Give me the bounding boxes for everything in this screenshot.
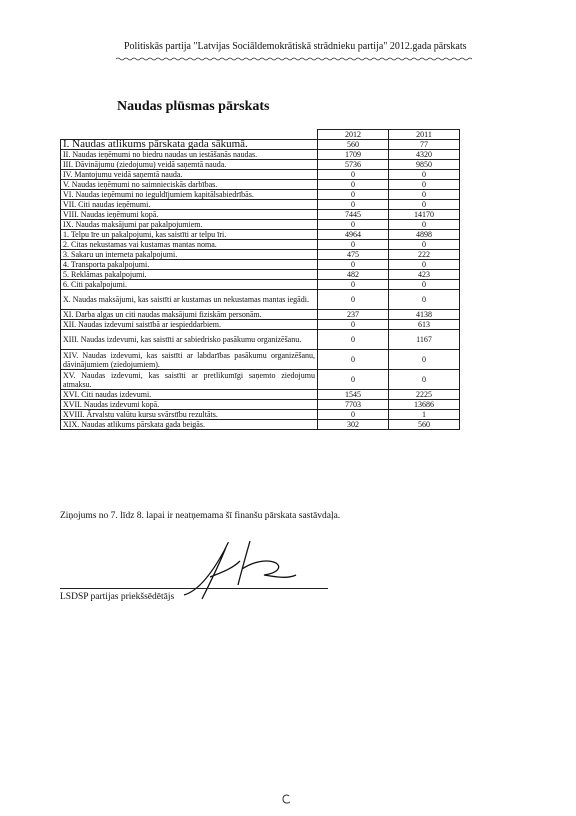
table-row — [61, 150, 460, 160]
value-2011: 4320 — [389, 150, 460, 160]
value-2011: 0 — [389, 260, 460, 270]
value-2012: 0 — [318, 190, 389, 200]
table-row — [61, 270, 460, 280]
table-row — [61, 230, 460, 240]
row-label: XIX. Naudas atlikums pārskata gada beigās. — [61, 420, 318, 430]
value-2012: 0 — [318, 320, 389, 330]
value-2012: 1545 — [318, 390, 389, 400]
value-2011: 9850 — [389, 160, 460, 170]
value-2012: 0 — [318, 170, 389, 180]
table-row — [61, 210, 460, 220]
table-row — [61, 180, 460, 190]
header-empty-cell — [61, 130, 318, 140]
value-2011: 0 — [389, 170, 460, 180]
row-label: XII. Naudas izdevumi saistībā ar iespieddarbiem. — [61, 320, 318, 330]
value-2012: 0 — [318, 290, 389, 310]
value-2011: 0 — [389, 180, 460, 190]
row-label: V. Naudas ieņēmumi no saimnieciskās darbības. — [61, 180, 318, 190]
value-2011: 13686 — [389, 400, 460, 410]
table-row — [61, 350, 460, 370]
row-label: IV. Mantojumu veidā saņemtā nauda. — [61, 170, 318, 180]
handwritten-signature — [180, 533, 300, 605]
value-2012: 0 — [318, 220, 389, 230]
value-2012: 0 — [318, 350, 389, 370]
value-2012: 475 — [318, 250, 389, 260]
signature-line — [60, 588, 328, 589]
table-row — [61, 410, 460, 420]
row-label: XV. Naudas izdevumi, kas saistīti ar pretlikumīgi saņemto ziedojumu atmaksu. — [61, 370, 318, 390]
value-2012: 0 — [318, 280, 389, 290]
value-2011: 0 — [389, 350, 460, 370]
value-2011: 0 — [389, 370, 460, 390]
table-row — [61, 240, 460, 250]
value-2012: 302 — [318, 420, 389, 430]
value-2012: 237 — [318, 310, 389, 320]
table-row — [61, 170, 460, 180]
report-note: Ziņojums no 7. līdz 8. lapai ir neatņemama šī finanšu pārskata sastāvdaļa. — [60, 511, 341, 521]
row-label: VI. Naudas ieņēmumi no ieguldījumiem kapitālsabiedrībās. — [61, 190, 318, 200]
page-header: Politiskās partija "Latvijas Sociāldemokrātiskā strādnieku partija" 2012.gada pārskats — [124, 41, 467, 52]
value-2011: 0 — [389, 190, 460, 200]
page-mark — [280, 793, 292, 805]
value-2012: 0 — [318, 200, 389, 210]
row-label: I. Naudas atlikums pārskata gada sākumā. — [61, 140, 318, 150]
row-label: 6. Citi pakalpojumi. — [61, 280, 318, 290]
table-row — [61, 250, 460, 260]
row-label: 3. Sakaru un interneta pakalpojumi. — [61, 250, 318, 260]
table-row — [61, 330, 460, 350]
cash-flow-table-body — [61, 130, 460, 430]
table-row — [61, 280, 460, 290]
row-label: IX. Naudas maksājumi par pakalpojumiem. — [61, 220, 318, 230]
value-2011: 613 — [389, 320, 460, 330]
table-row — [61, 370, 460, 390]
row-label: III. Dāvinājumu (ziedojumu) veidā saņemtā nauda. — [61, 160, 318, 170]
table-row — [61, 260, 460, 270]
value-2012: 7703 — [318, 400, 389, 410]
value-2011: 0 — [389, 280, 460, 290]
value-2011: 4898 — [389, 230, 460, 240]
row-label: 5. Reklāmas pakalpojumi. — [61, 270, 318, 280]
table-row — [61, 140, 460, 150]
row-label: XI. Darba algas un citi naudas maksājumi fiziskām personām. — [61, 310, 318, 320]
value-2012: 0 — [318, 330, 389, 350]
table-row — [61, 290, 460, 310]
table-row — [61, 200, 460, 210]
value-2011: 560 — [389, 420, 460, 430]
value-2011: 2225 — [389, 390, 460, 400]
row-label: VII. Citi naudas ieņēmumi. — [61, 200, 318, 210]
value-2012: 4964 — [318, 230, 389, 240]
value-2012: 0 — [318, 410, 389, 420]
value-2012: 5736 — [318, 160, 389, 170]
value-2011: 423 — [389, 270, 460, 280]
table-row — [61, 390, 460, 400]
table-row — [61, 310, 460, 320]
row-label: XVII. Naudas izdevumi kopā. — [61, 400, 318, 410]
value-2011: 222 — [389, 250, 460, 260]
year-header-2011: 2011 — [389, 130, 460, 140]
value-2012: 0 — [318, 240, 389, 250]
row-label: II. Naudas ieņēmumi no biedru naudas un iestāšanās naudas. — [61, 150, 318, 160]
value-2012: 0 — [318, 370, 389, 390]
value-2012: 7445 — [318, 210, 389, 220]
row-label: 2. Citas nekustamas vai kustamas mantas noma. — [61, 240, 318, 250]
table-row — [61, 320, 460, 330]
value-2011: 4138 — [389, 310, 460, 320]
row-label: XIII. Naudas izdevumi, kas saistīti ar sabiedrisko pasākumu organizēšanu. — [61, 330, 318, 350]
signature-caption: LSDSP partijas priekšsēdētājs — [60, 592, 175, 602]
value-2011: 77 — [389, 140, 460, 150]
value-2011: 1 — [389, 410, 460, 420]
row-label: 1. Telpu īre un pakalpojumi, kas saistīti ar telpu īri. — [61, 230, 318, 240]
table-row — [61, 190, 460, 200]
value-2012: 0 — [318, 260, 389, 270]
row-label: X. Naudas maksājumi, kas saistīti ar kustamas un nekustamas mantas iegādi. — [61, 290, 318, 310]
value-2011: 0 — [389, 290, 460, 310]
value-2012: 1709 — [318, 150, 389, 160]
row-label: XIV. Naudas izdevumi, kas saistīti ar labdarības pasākumu organizēšanu, dāvinājumiem (ziedojumiem). — [61, 350, 318, 370]
table-row — [61, 220, 460, 230]
row-label: XVI. Citi naudas izdevumi. — [61, 390, 318, 400]
value-2011: 14170 — [389, 210, 460, 220]
row-label: XVIII. Ārvalstu valūtu kursu svārstību rezultāts. — [61, 410, 318, 420]
row-label: VIII. Naudas ieņēmumi kopā. — [61, 210, 318, 220]
table-header-row — [61, 130, 460, 140]
value-2011: 0 — [389, 240, 460, 250]
year-header-2012: 2012 — [318, 130, 389, 140]
value-2011: 0 — [389, 200, 460, 210]
row-label: 4. Transporta pakalpojumi. — [61, 260, 318, 270]
table-row — [61, 420, 460, 430]
table-row — [61, 160, 460, 170]
table-row — [61, 400, 460, 410]
value-2011: 1167 — [389, 330, 460, 350]
value-2012: 482 — [318, 270, 389, 280]
header-wavy-rule — [116, 56, 472, 62]
value-2012: 0 — [318, 180, 389, 190]
cash-flow-table — [60, 129, 460, 430]
report-title: Naudas plūsmas pārskats — [117, 99, 270, 114]
value-2011: 0 — [389, 220, 460, 230]
value-2012: 560 — [318, 140, 389, 150]
